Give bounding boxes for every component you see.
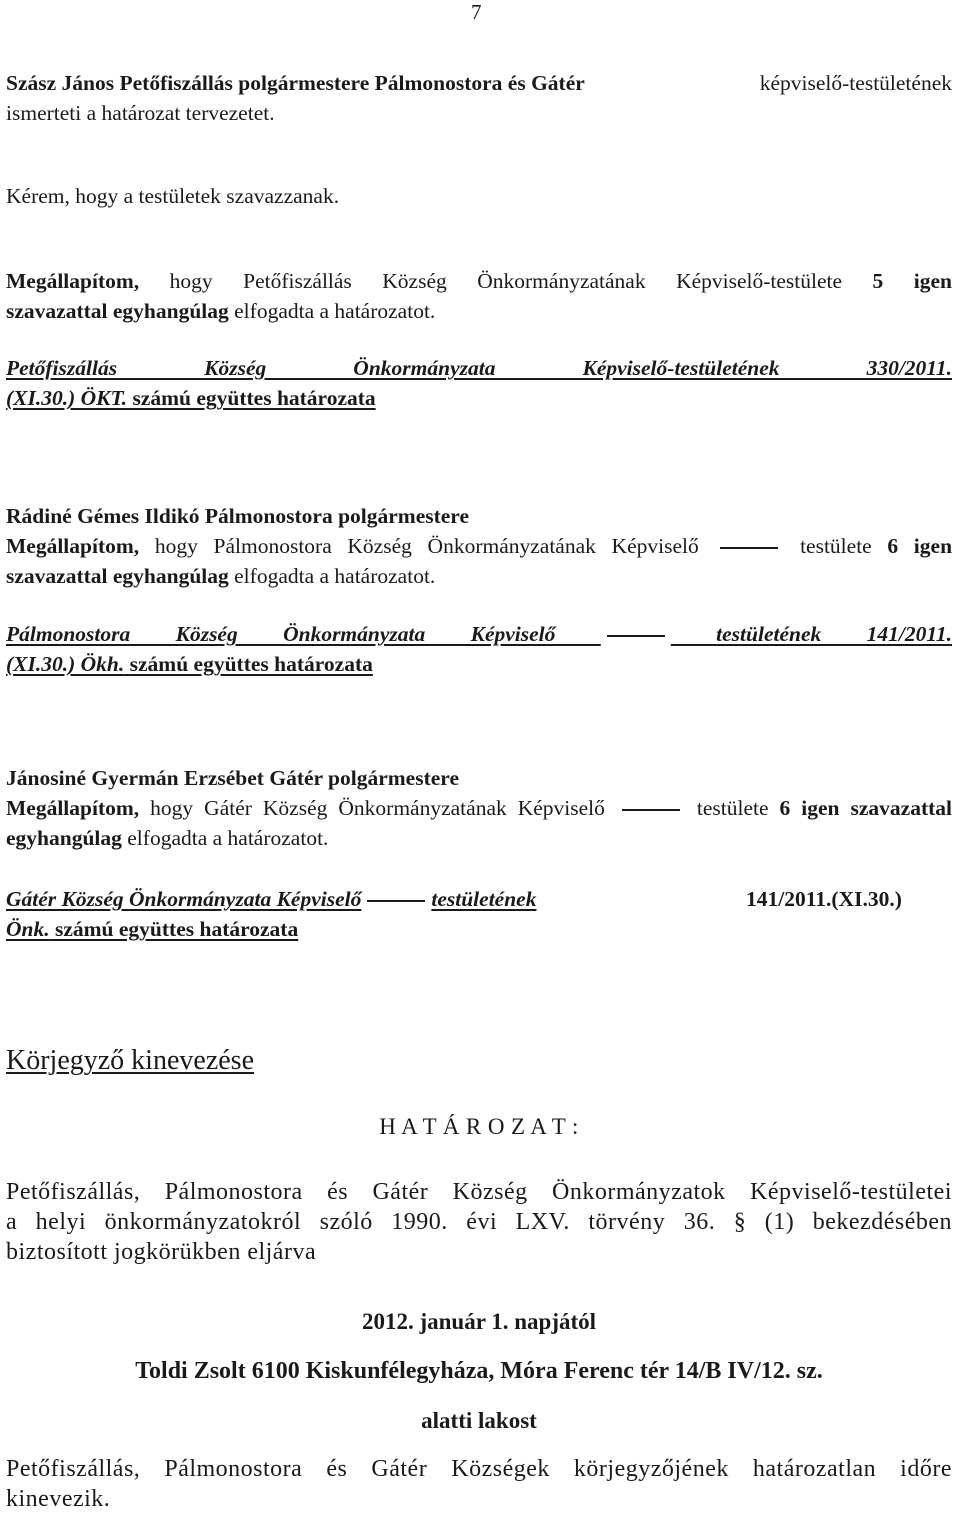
vote-unanimous: szavazattal egyhangúlag: [6, 564, 229, 588]
finding-text-2: testülete: [696, 796, 769, 820]
pet-resolution-line1: Petőfiszállás Község Önkormányzata Képviselő-testületének 330/2011.: [6, 356, 952, 380]
section-title: Körjegyző kinevezése: [6, 1045, 254, 1076]
pet-resolution-type: számú együttes határozata: [132, 386, 376, 410]
resolution-body: [6, 1177, 952, 1267]
body-line2-left: a helyi önkormányzatokról szóló 1990. évi LXV. törvény 36.: [6, 1209, 716, 1235]
intro-line2: ismerteti a határozat tervezetet.: [6, 101, 275, 125]
body-line1: Petőfiszállás, Pálmonostora és Gátér Község Önkormányzatok Képviselő-testületei: [6, 1179, 952, 1205]
gat-resolution-abbr: Önk.: [6, 917, 50, 941]
closing-line1: Petőfiszállás, Pálmonostora és Gátér Községek körjegyzőjének határozatlan időre: [6, 1456, 952, 1482]
gat-resolution-type: számú együttes határozata: [54, 917, 299, 941]
pal-mayor: Rádiné Gémes Ildikó Pálmonostora polgármestere: [6, 504, 470, 528]
pal-resolution-line1a: Pálmonostora Község Önkormányzata Képviselő: [6, 622, 556, 646]
body-line3: biztosított jogkörükben eljárva: [6, 1239, 317, 1265]
appointee: Toldi Zsolt 6100 Kiskunfélegyháza, Móra Ferenc tér 14/B IV/12. sz.: [135, 1358, 823, 1384]
vote-unanimous: szavazattal egyhangúlag: [6, 299, 229, 323]
pal-section: [6, 501, 952, 591]
vote-unanimous: egyhangúlag: [6, 826, 122, 850]
finding-end: elfogadta a határozatot.: [234, 564, 436, 588]
dash: [720, 547, 778, 549]
residence: alatti lakost: [421, 1408, 537, 1433]
vote-count: 6 igen szavazattal: [779, 796, 953, 820]
date-line: 2012. január 1. napjától: [361, 1309, 597, 1334]
closing-line2: kinevezik.: [6, 1486, 111, 1512]
finding-start: Megállapítom,: [6, 534, 140, 558]
finding-text: hogy Pálmonostora Község Önkormányzatának Képviselő: [154, 534, 699, 558]
dash: [622, 809, 680, 811]
vote-request: Kérem, hogy a testületek szavazzanak.: [6, 184, 340, 208]
section-sign: §: [733, 1209, 747, 1235]
pet-resolution-heading: [6, 353, 952, 413]
finding-start: Megállapítom,: [6, 269, 140, 293]
body-line2-right: (1) bekezdésében: [764, 1209, 953, 1235]
vote-count: 6 igen: [887, 534, 953, 558]
page-number: 7: [471, 0, 482, 24]
dash: [607, 635, 665, 637]
gat-resolution-line1b: testületének: [431, 887, 537, 911]
pal-resolution-type: számú együttes határozata: [129, 652, 373, 676]
finding-text: hogy Gátér Község Önkormányzatának Képviselő: [150, 796, 605, 820]
intro-paragraph: [6, 68, 952, 128]
finding-start: Megállapítom,: [6, 796, 140, 820]
vote-count: 5 igen: [872, 269, 953, 293]
gat-section: [6, 763, 952, 853]
pal-resolution-line1b: testületének 141/2011.: [716, 622, 953, 646]
pet-resolution-number: (XI.30.) ÖKT.: [6, 386, 128, 410]
finding-end: elfogadta a határozatot.: [127, 826, 329, 850]
gat-resolution-line1a: Gátér Község Önkormányzata Képviselő: [6, 887, 362, 911]
resolution-heading: H A T Á R O Z A T :: [379, 1114, 579, 1139]
gat-resolution-number: 141/2011.(XI.30.): [746, 887, 902, 911]
finding-text-2: testülete: [800, 534, 872, 558]
pal-resolution-number: (XI.30.) Ökh.: [6, 652, 125, 676]
pet-finding: [6, 266, 952, 326]
closing-paragraph: [6, 1454, 952, 1514]
dash: [367, 900, 425, 902]
intro-line1-right: képviselő-testületének: [759, 71, 952, 95]
intro-speaker: Szász János Petőfiszállás polgármestere Pálmonostora és Gátér: [6, 71, 585, 95]
finding-end: elfogadta a határozatot.: [234, 299, 436, 323]
gat-resolution-heading: [6, 884, 952, 944]
pal-resolution-heading: [6, 619, 952, 679]
finding-text: hogy Petőfiszállás Község Önkormányzatának Képviselő-testülete: [169, 269, 843, 293]
gat-mayor: Jánosiné Gyermán Erzsébet Gátér polgármestere: [6, 766, 459, 790]
